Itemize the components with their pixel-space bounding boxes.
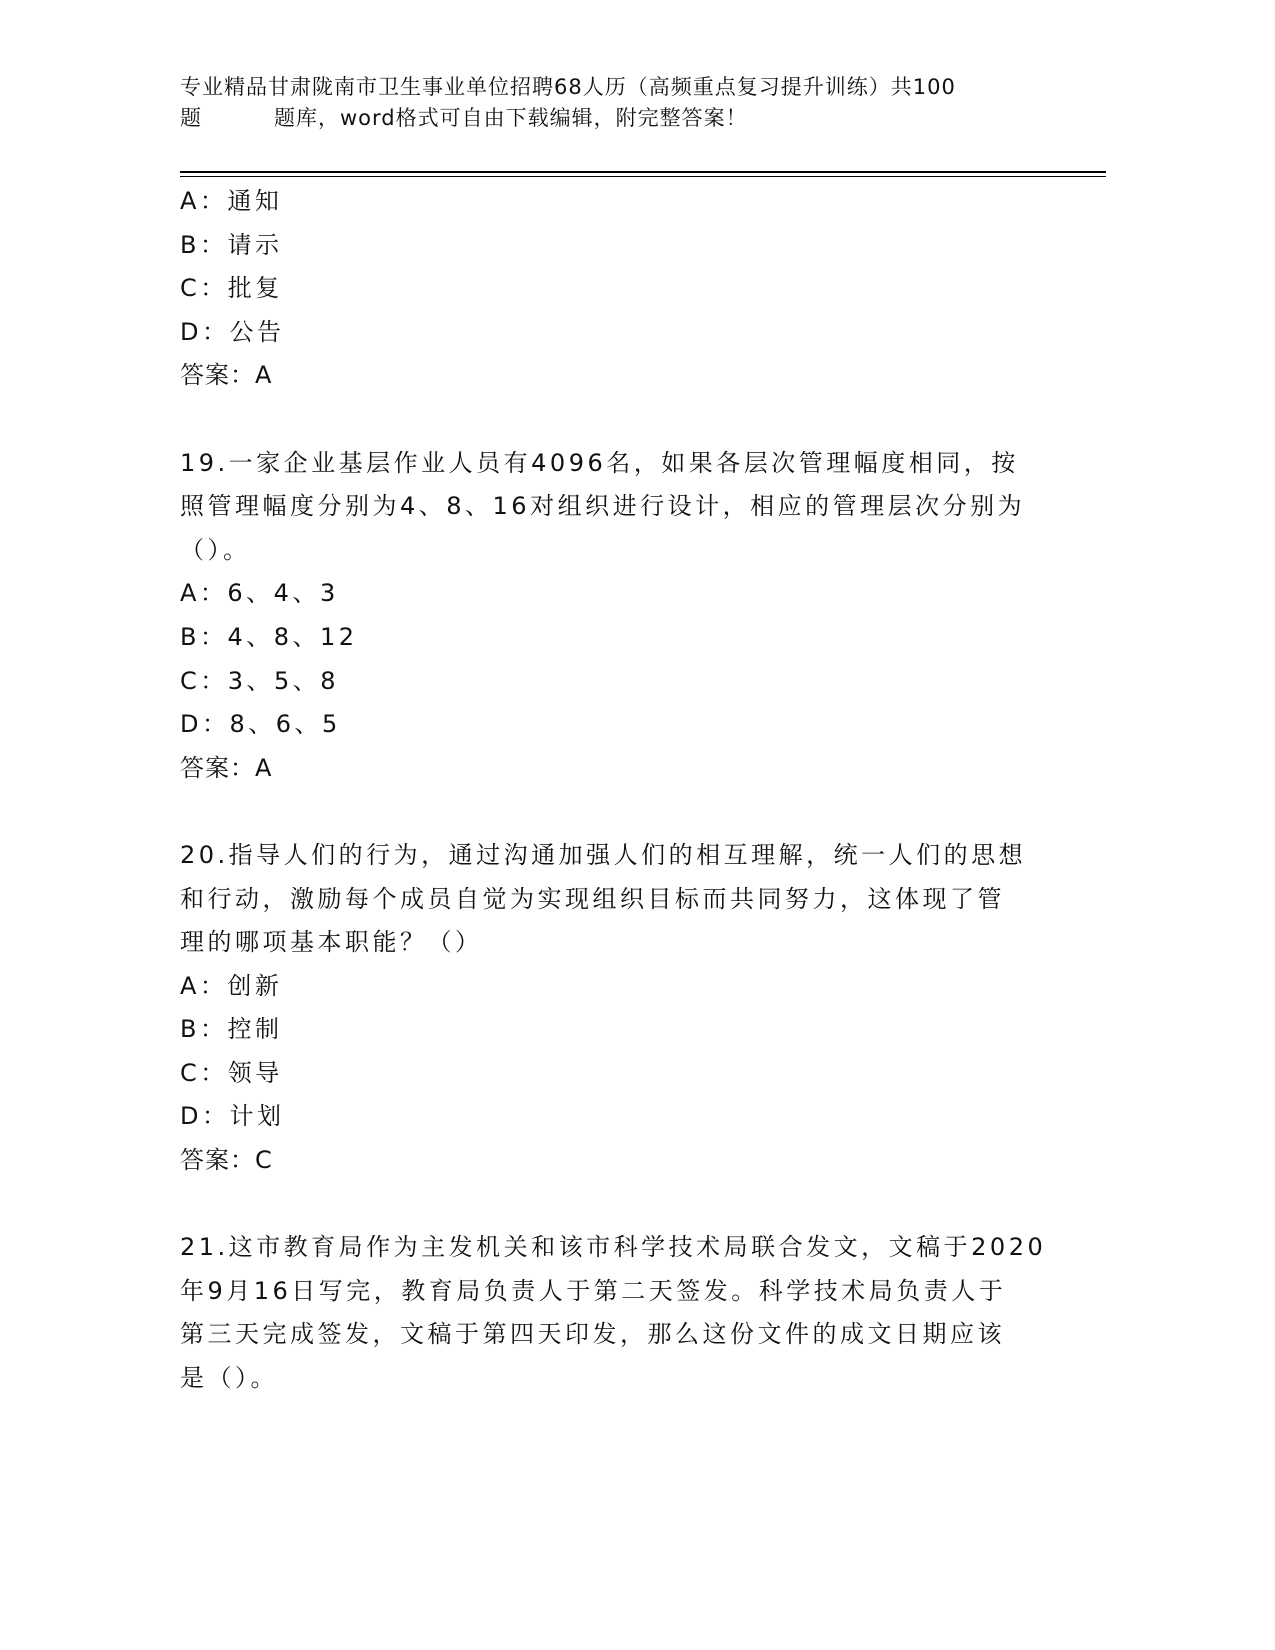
question-21 [180,1226,1060,1400]
option-c: C：批复 [180,274,283,303]
header-rule-thick [180,171,1106,173]
question-19 [180,442,1060,791]
answer: 答案：C [180,1146,273,1175]
option-d: D：8、6、5 [180,710,341,739]
question-text: 和行动，激励每个成员自觉为实现组织目标而共同努力，这体现了管 [180,884,1005,913]
option-d: D：公告 [180,317,285,346]
question-text: 19.一家企业基层作业人员有4096名，如果各层次管理幅度相同，按 [180,448,1019,477]
option-b: B：4、8、12 [180,622,358,651]
question-text: 是（）。 [180,1364,278,1393]
answer: 答案：A [180,753,273,782]
question-text: 第三天完成签发，文稿于第四天印发，那么这份文件的成文日期应该 [180,1320,1005,1349]
question-text: 20.指导人们的行为，通过沟通加强人们的相互理解，统一人们的思想 [180,840,1027,869]
option-d: D：计划 [180,1102,285,1131]
question-text: 照管理幅度分别为4、8、16对组织进行设计，相应的管理层次分别为 [180,492,1026,521]
question-content [180,180,1060,1401]
question-18 [180,180,1060,398]
question-text: 年9月16日写完，教育局负责人于第二天签发。科学技术局负责人于 [180,1276,1007,1305]
header-rule-thin [180,176,1106,177]
header-title-line1: 专业精品甘肃陇南市卫生事业单位招聘68人历（高频重点复习提升训练）共100 [180,75,956,99]
question-20 [180,834,1060,1183]
option-c: C：领导 [180,1058,283,1087]
question-text: 理的哪项基本职能？（） [180,928,483,957]
header-title-fragment: 题 [180,106,202,130]
option-a: A：6、4、3 [180,579,339,608]
option-b: B：控制 [180,1015,283,1044]
option-a: A：创新 [180,971,283,1000]
header-title-subtitle: 题库，word格式可自由下载编辑，附完整答案！ [274,106,748,130]
option-a: A：通知 [180,187,283,215]
question-text: 21.这市教育局作为主发机关和该市科学技术局联合发文，文稿于2020 [180,1233,1047,1262]
option-c: C：3、5、8 [180,666,340,695]
document-header [180,72,1080,134]
header-title-line2 [180,103,1080,134]
question-text: （）。 [180,535,251,564]
option-b: B：请示 [180,230,283,259]
answer: 答案：A [180,361,273,390]
